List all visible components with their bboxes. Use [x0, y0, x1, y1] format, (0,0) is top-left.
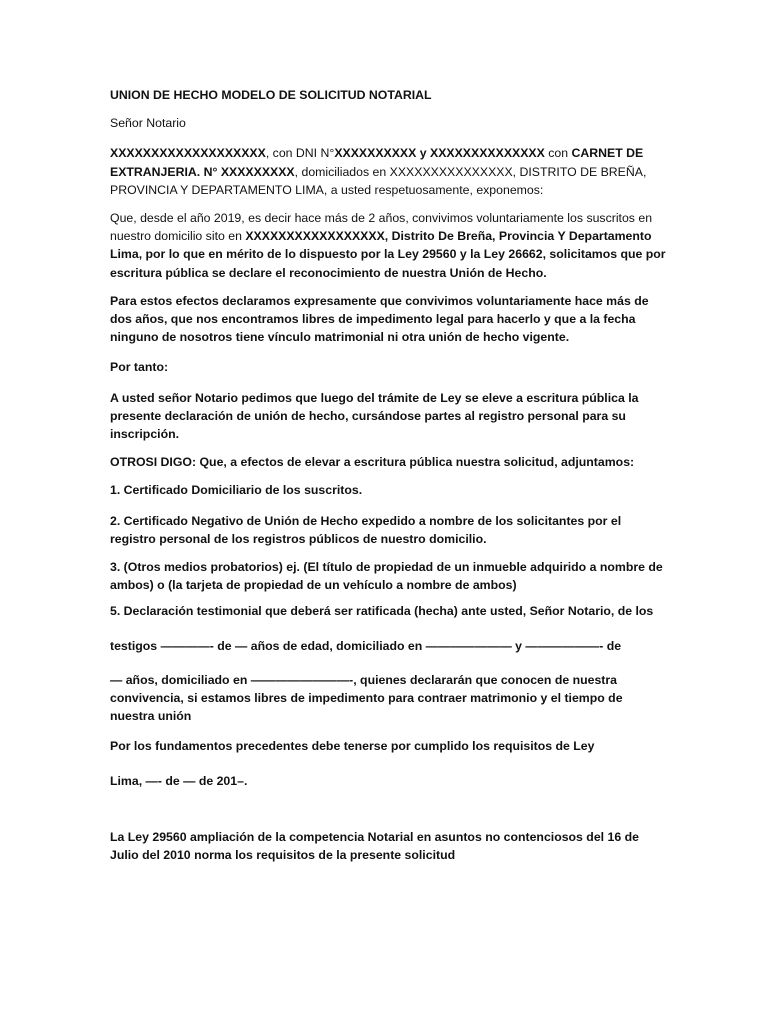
- dni-label: , con DNI N°: [265, 146, 335, 161]
- carnet-text: CARNET DE EXTRANJERIA. N° XXXXXXXXX: [110, 146, 644, 179]
- dni-placeholders: XXXXXXXXXX y XXXXXXXXXXXXXX: [334, 146, 545, 161]
- paragraph-otrosi: OTROSI DIGO: Que, a efectos de elevar a escritura pública nuestra solicitud, adjuntamos:: [110, 455, 635, 470]
- applicant-name-placeholder: XXXXXXXXXXXXXXXXXXX: [110, 146, 266, 161]
- paragraph-por-tanto: Por tanto:: [110, 360, 169, 375]
- date-line: Lima, —- de — de 201–.: [110, 773, 248, 788]
- con-text: con: [544, 146, 572, 161]
- cohabitation-bold-text: XXXXXXXXXXXXXXXXX, Distrito De Breña, Provincia Y Departamento Lima, por lo que en mérito de lo dispuesto por la Ley 29560 y la Ley 26662, solicitamos que por escritura pública se declare el reconocimiento de nuestra Unión de Hecho.: [110, 229, 666, 280]
- document-title: UNION DE HECHO MODELO DE SOLICITUD NOTARIAL: [110, 88, 432, 102]
- paragraph-fundamentos: Por los fundamentos precedentes debe tenerse por cumplido los requisitos de Ley: [110, 739, 595, 754]
- witness-line: testigos ————- de — años de edad, domiciliado en ——————— y ——————- de: [110, 638, 622, 653]
- paragraph-applicants: [110, 144, 670, 199]
- paragraph-cohabitation: [110, 209, 670, 282]
- attachment-2: 2. Certificado Negativo de Unión de Hecho expedido a nombre de los solicitantes por el registro personal de los registros públicos de nuestro domicilio.: [110, 513, 622, 546]
- cohabitation-text: Que, desde el año 2019, es decir hace más de 2 años, convivimos voluntariamente los suscritos en nuestro domicilio sito en: [110, 211, 653, 244]
- attachment-1: 1. Certificado Domiciliario de los suscritos.: [110, 483, 363, 498]
- salutation: Señor Notario: [110, 116, 186, 131]
- attachment-3: 3. (Otros medios probatorios) ej. (El título de propiedad de un inmueble adquirido a nombre de ambos) o (la tarjeta de propiedad de un vehículo a nombre de ambos): [110, 560, 663, 593]
- paragraph-declaration: Para estos efectos declaramos expresamente que convivimos voluntariamente hace más de dos años, que nos encontramos libres de impedimento legal para hacerlo y que a la fecha ninguno de nosotros tiene vínculo matrimonial ni otra unión de hecho vigente.: [110, 293, 649, 345]
- paragraph-request: A usted señor Notario pedimos que luego del trámite de Ley se eleve a escritura pública la presente declaración de unión de hecho, cursándose partes al registro personal para su inscripción.: [110, 390, 639, 442]
- address-text: , domiciliados en XXXXXXXXXXXXXXX, DISTRITO DE BREÑA, PROVINCIA Y DEPARTAMENTO LIMA, a usted respetuosamente, exponemos:: [110, 164, 647, 197]
- attachment-5: 5. Declaración testimonial que deberá ser ratificada (hecha) ante usted, Señor Notario, de los: [110, 604, 654, 619]
- document-page: [110, 86, 670, 864]
- paragraph-law-note: La Ley 29560 ampliación de la competencia Notarial en asuntos no contenciosos del 16 de Julio del 2010 norma los requisitos de la presente solicitud: [110, 829, 639, 863]
- witness-details: — años, domiciliado en ————————-, quienes declararán que conocen de nuestra convivencia, si estamos libres de impedimento para contraer matrimonio y el tiempo de nuestra unión: [110, 672, 623, 724]
